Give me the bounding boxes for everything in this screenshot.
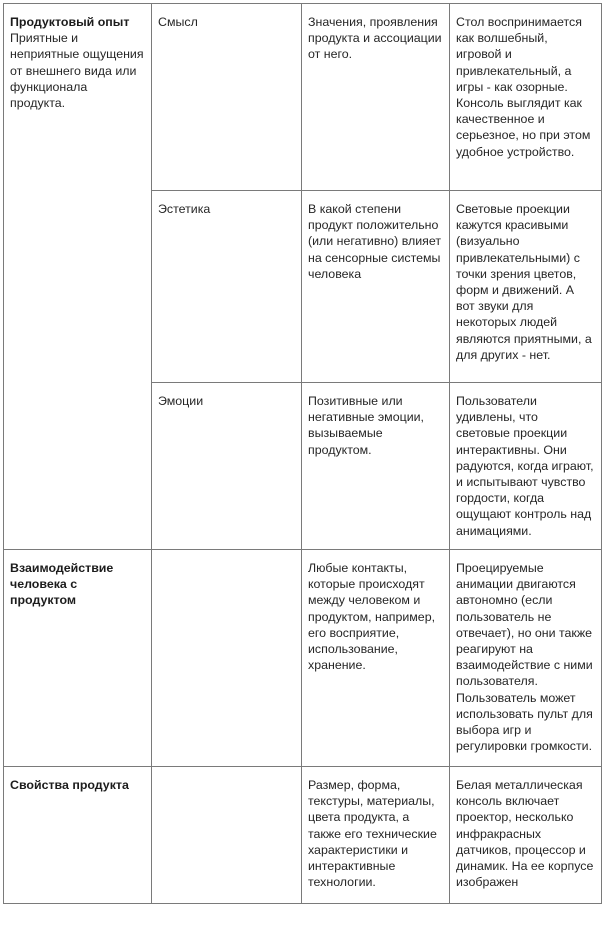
aspect-cell: Смысл: [152, 4, 302, 191]
table-row: [4, 767, 602, 904]
aspect-cell: [152, 550, 302, 767]
category-cell: [4, 550, 152, 767]
table-row: [4, 4, 602, 191]
category-cell: [4, 767, 152, 904]
aspect-cell: [152, 767, 302, 904]
example-cell: Пользователи удивлены, что световые проекции интерактивны. Они радуются, когда играют, и испытывают чувство гордости, когда ощущают контроль над анимациями.: [450, 383, 602, 550]
category-title: Продуктовый опыт: [10, 15, 130, 29]
category-cell: [4, 4, 152, 550]
definition-cell: Любые контакты, которые происходят между человеком и продуктом, например, его восприятие, использование, хранение.: [302, 550, 450, 767]
definition-cell: В какой степени продукт положительно (или негативно) влияет на сенсорные системы человека: [302, 191, 450, 383]
definition-cell: Значения, проявления продукта и ассоциации от него.: [302, 4, 450, 191]
ux-framework-table: [3, 3, 602, 904]
definition-cell: Размер, форма, текстуры, материалы, цвета продукта, а также его технические характеристики и интерактивные технологии.: [302, 767, 450, 904]
example-cell: Стол воспринимается как волшебный, игровой и привлекательный, а игры - как озорные. Консоль выглядит как качественное и серьезное, но при этом удобное устройство.: [450, 4, 602, 191]
example-cell: Световые проекции кажутся красивыми (визуально привлекательными) с точки зрения цветов, форм и движений. А вот звуки для некоторых людей являются приятными, а для других - нет.: [450, 191, 602, 383]
category-title: Взаимодействие человека с продуктом: [10, 561, 114, 608]
table-row: [4, 550, 602, 767]
example-cell: Белая металлическая консоль включает проектор, несколько инфракрасных датчиков, процессор и динамик. На ее корпусе изображен: [450, 767, 602, 904]
aspect-cell: Эстетика: [152, 191, 302, 383]
category-description: Приятные и неприятные ощущения от внешнего вида или функционала продукта.: [10, 31, 144, 111]
example-cell: Проецируемые анимации двигаются автономно (если пользователь не отвечает), но они также реагируют на взаимодействие с ними пользователя. Пользователь может использовать пульт для выбора игр и регулировки громкости.: [450, 550, 602, 767]
definition-cell: Позитивные или негативные эмоции, вызываемые продуктом.: [302, 383, 450, 550]
category-title: Свойства продукта: [10, 778, 129, 792]
aspect-cell: Эмоции: [152, 383, 302, 550]
